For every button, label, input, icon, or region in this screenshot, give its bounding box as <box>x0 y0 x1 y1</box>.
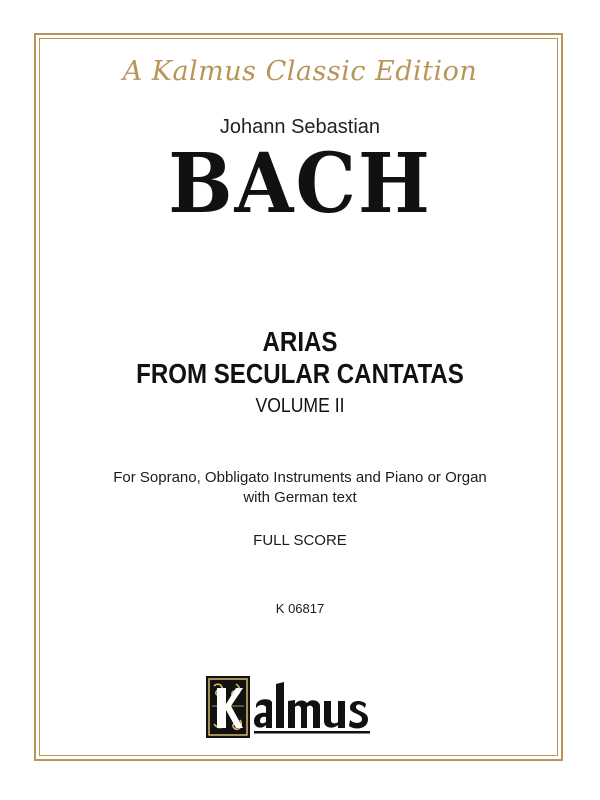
language-line: with German text <box>243 489 357 506</box>
kalmus-logo-icon <box>206 676 396 738</box>
title-line-2: FROM SECULAR CANTATAS <box>136 358 464 389</box>
composer-last-name: BACH <box>168 135 432 232</box>
title-line-1: ARIAS <box>262 326 338 357</box>
score-type-label: FULL SCORE <box>253 532 347 549</box>
instrumentation-line: For Soprano, Obbligato Instruments and Piano or Organ <box>113 469 487 486</box>
kalmus-logo <box>206 676 396 738</box>
catalog-number: K 06817 <box>275 601 325 616</box>
series-banner: A Kalmus Classic Edition <box>122 56 478 87</box>
composer-first-names: Johann Sebastian <box>219 116 381 138</box>
volume-label: VOLUME II <box>255 395 345 417</box>
